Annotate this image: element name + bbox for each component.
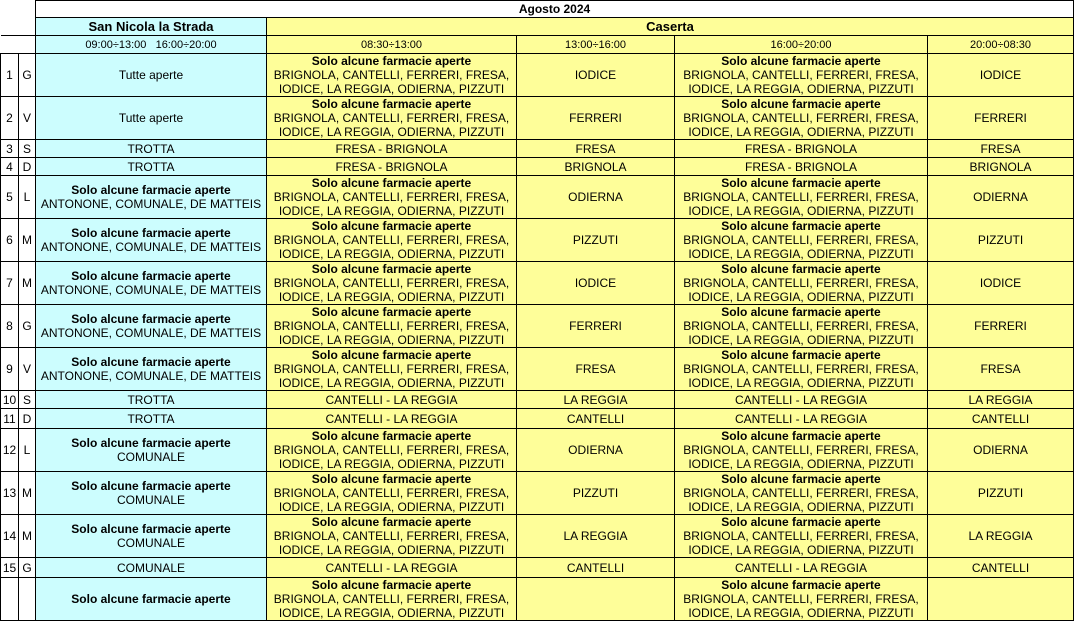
day-row <box>1 558 1074 578</box>
pharmacy-list-line: BRIGNOLA, CANTELLI, FERRERI, FRESA, <box>683 233 919 247</box>
solo-alcune-label: Solo alcune farmacie aperte <box>721 348 881 362</box>
caserta-shift-2: FRESA <box>517 140 675 158</box>
day-number: 11 <box>1 409 19 429</box>
caserta-shift-2: LA REGGIA <box>517 515 675 558</box>
caserta-shift-1 <box>267 515 517 558</box>
day-number: 2 <box>1 97 19 140</box>
solo-alcune-label: Solo alcune farmacie aperte <box>311 472 472 486</box>
caserta-shift-3 <box>675 348 928 391</box>
caserta-shift-1 <box>267 305 517 348</box>
pharmacy-list-line: BRIGNOLA, CANTELLI, FERRERI, FRESA, <box>273 319 510 333</box>
day-letter: S <box>19 391 36 409</box>
day-number: 1 <box>1 54 19 97</box>
caserta-shift-2: IODICE <box>517 54 675 97</box>
pharmacy-list-line: BRIGNOLA, CANTELLI, FERRERI, FRESA, <box>683 111 919 125</box>
caserta-shift-4: IODICE <box>928 262 1074 305</box>
pharmacy-list-line: IODICE, LA REGGIA, ODIERNA, PIZZUTI <box>278 204 505 218</box>
solo-alcune-label: Solo alcune farmacie aperte <box>721 176 881 190</box>
solo-alcune-label: Solo alcune farmacie aperte <box>721 219 881 233</box>
day-letter: M <box>19 472 36 515</box>
month-title: Agosto 2024 <box>36 1 1074 18</box>
day-number: 5 <box>1 176 19 219</box>
caserta-shift-2: FRESA <box>517 348 675 391</box>
day-number: 6 <box>1 219 19 262</box>
solo-alcune-label: Solo alcune farmacie aperte <box>721 97 881 111</box>
pharmacy-list-line: BRIGNOLA, CANTELLI, FERRERI, FRESA, <box>683 68 919 82</box>
pharmacy-list-line: BRIGNOLA, CANTELLI, FERRERI, FRESA, <box>683 190 919 204</box>
day-row <box>1 515 1074 558</box>
pharmacy-list-line: IODICE, LA REGGIA, ODIERNA, PIZZUTI <box>688 457 914 471</box>
solo-alcune-label: Solo alcune farmacie aperte <box>311 219 472 233</box>
pharmacy-list-line: IODICE, LA REGGIA, ODIERNA, PIZZUTI <box>688 333 914 347</box>
solo-alcune-label: Solo alcune farmacie aperte <box>71 355 231 369</box>
pharmacy-list-line: BRIGNOLA, CANTELLI, FERRERI, FRESA, <box>683 529 919 543</box>
pharmacy-list-line: BRIGNOLA, CANTELLI, FERRERI, FRESA, <box>273 233 510 247</box>
solo-alcune-label: Solo alcune farmacie aperte <box>311 176 472 190</box>
caserta-shift-3 <box>675 472 928 515</box>
caserta-shift-4: FRESA <box>928 348 1074 391</box>
solo-alcune-label: Solo alcune farmacie aperte <box>721 578 881 592</box>
caserta-shift-3: CANTELLI - LA REGGIA <box>675 558 928 578</box>
san-nicola-list: ANTONONE, COMUNALE, DE MATTEIS <box>40 369 262 383</box>
caserta-shift-4: BRIGNOLA <box>928 158 1074 176</box>
san-nicola-list: COMUNALE <box>116 450 185 464</box>
san-nicola-cell <box>36 558 267 578</box>
pharmacy-list-line: IODICE, LA REGGIA, ODIERNA, PIZZUTI <box>278 333 505 347</box>
solo-alcune-label: Solo alcune farmacie aperte <box>71 479 231 493</box>
day-row <box>1 158 1074 176</box>
area-caserta: Caserta <box>267 18 1074 36</box>
day-letter: D <box>19 158 36 176</box>
day-number <box>1 578 19 621</box>
san-nicola-cell <box>36 391 267 409</box>
day-row <box>1 409 1074 429</box>
day-row <box>1 219 1074 262</box>
day-row <box>1 54 1074 97</box>
solo-alcune-label: Solo alcune farmacie aperte <box>311 578 472 592</box>
area-header-row <box>1 18 1074 36</box>
pharmacy-list-line: IODICE, LA REGGIA, ODIERNA, PIZZUTI <box>688 606 914 620</box>
pharmacy-list-line: BRIGNOLA, CANTELLI, FERRERI, FRESA, <box>273 443 510 457</box>
caserta-shift-4: PIZZUTI <box>928 219 1074 262</box>
pharmacy-list-line: BRIGNOLA, CANTELLI, FERRERI, FRESA, <box>273 111 510 125</box>
day-row <box>1 429 1074 472</box>
day-letter: S <box>19 140 36 158</box>
caserta-shift-2: FERRERI <box>517 305 675 348</box>
day-row <box>1 176 1074 219</box>
caserta-shift-3 <box>675 429 928 472</box>
caserta-shift-3: FRESA - BRIGNOLA <box>675 140 928 158</box>
san-nicola-value: COMUNALE <box>116 560 185 575</box>
caserta-shift-3: CANTELLI - LA REGGIA <box>675 409 928 429</box>
san-nicola-list: ANTONONE, COMUNALE, DE MATTEIS <box>40 240 262 254</box>
pharmacy-list-line: BRIGNOLA, CANTELLI, FERRERI, FRESA, <box>273 68 510 82</box>
caserta-shift-3 <box>675 176 928 219</box>
caserta-shift-1: CANTELLI - LA REGGIA <box>267 409 517 429</box>
hours-caserta-4: 20:00÷08:30 <box>928 36 1074 54</box>
day-letter: M <box>19 262 36 305</box>
day-number: 8 <box>1 305 19 348</box>
caserta-shift-1 <box>267 176 517 219</box>
pharmacy-list-line: IODICE, LA REGGIA, ODIERNA, PIZZUTI <box>688 376 914 390</box>
day-letter: M <box>19 219 36 262</box>
san-nicola-list: ANTONONE, COMUNALE, DE MATTEIS <box>40 283 262 297</box>
day-letter <box>19 578 36 621</box>
day-row <box>1 140 1074 158</box>
caserta-shift-2 <box>517 578 675 621</box>
caserta-shift-4: CANTELLI <box>928 409 1074 429</box>
solo-alcune-label: Solo alcune farmacie aperte <box>71 592 231 606</box>
pharmacy-list-line: IODICE, LA REGGIA, ODIERNA, PIZZUTI <box>278 290 505 304</box>
san-nicola-cell <box>36 176 267 219</box>
day-letter: G <box>19 558 36 578</box>
solo-alcune-label: Solo alcune farmacie aperte <box>721 54 881 68</box>
caserta-shift-3 <box>675 54 928 97</box>
caserta-shift-2: PIZZUTI <box>517 219 675 262</box>
san-nicola-cell <box>36 515 267 558</box>
caserta-shift-1 <box>267 429 517 472</box>
pharmacy-list-line: BRIGNOLA, CANTELLI, FERRERI, FRESA, <box>683 362 919 376</box>
caserta-shift-1 <box>267 219 517 262</box>
san-nicola-cell <box>36 305 267 348</box>
caserta-shift-1 <box>267 578 517 621</box>
pharmacy-list-line: BRIGNOLA, CANTELLI, FERRERI, FRESA, <box>273 486 510 500</box>
caserta-shift-2: IODICE <box>517 262 675 305</box>
day-number: 7 <box>1 262 19 305</box>
san-nicola-list: ANTONONE, COMUNALE, DE MATTEIS <box>40 197 262 211</box>
pharmacy-list-line: BRIGNOLA, CANTELLI, FERRERI, FRESA, <box>683 319 919 333</box>
solo-alcune-label: Solo alcune farmacie aperte <box>311 305 472 319</box>
pharmacy-list-line: IODICE, LA REGGIA, ODIERNA, PIZZUTI <box>278 125 505 139</box>
day-letter: D <box>19 409 36 429</box>
san-nicola-list: ANTONONE, COMUNALE, DE MATTEIS <box>40 326 262 340</box>
day-number: 14 <box>1 515 19 558</box>
day-letter: G <box>19 305 36 348</box>
pharmacy-list-line: IODICE, LA REGGIA, ODIERNA, PIZZUTI <box>688 290 914 304</box>
solo-alcune-label: Solo alcune farmacie aperte <box>311 262 472 276</box>
solo-alcune-label: Solo alcune farmacie aperte <box>71 226 231 240</box>
san-nicola-value: TROTTA <box>127 141 175 156</box>
pharmacy-list-line: BRIGNOLA, CANTELLI, FERRERI, FRESA, <box>683 276 919 290</box>
pharmacy-list-line: IODICE, LA REGGIA, ODIERNA, PIZZUTI <box>688 247 914 261</box>
caserta-shift-4: FRESA <box>928 140 1074 158</box>
san-nicola-value: Tutte aperte <box>118 111 184 125</box>
caserta-shift-4: FERRERI <box>928 305 1074 348</box>
caserta-shift-1: CANTELLI - LA REGGIA <box>267 558 517 578</box>
pharmacy-list-line: BRIGNOLA, CANTELLI, FERRERI, FRESA, <box>273 190 510 204</box>
caserta-shift-2: LA REGGIA <box>517 391 675 409</box>
day-row <box>1 391 1074 409</box>
caserta-shift-1 <box>267 472 517 515</box>
san-nicola-value: TROTTA <box>127 159 175 174</box>
caserta-shift-3 <box>675 305 928 348</box>
caserta-shift-4: PIZZUTI <box>928 472 1074 515</box>
san-nicola-cell <box>36 578 267 621</box>
day-number: 15 <box>1 558 19 578</box>
caserta-shift-3: CANTELLI - LA REGGIA <box>675 391 928 409</box>
pharmacy-list-line: IODICE, LA REGGIA, ODIERNA, PIZZUTI <box>278 543 505 557</box>
caserta-shift-3 <box>675 97 928 140</box>
caserta-shift-2: FERRERI <box>517 97 675 140</box>
blank-cell <box>1 36 36 54</box>
solo-alcune-label: Solo alcune farmacie aperte <box>721 429 881 443</box>
san-nicola-value: Tutte aperte <box>118 68 184 82</box>
pharmacy-list-line: IODICE, LA REGGIA, ODIERNA, PIZZUTI <box>688 82 914 96</box>
caserta-shift-2: BRIGNOLA <box>517 158 675 176</box>
san-nicola-cell <box>36 54 267 97</box>
san-nicola-value: TROTTA <box>127 392 175 407</box>
pharmacy-list-line: IODICE, LA REGGIA, ODIERNA, PIZZUTI <box>688 500 914 514</box>
solo-alcune-label: Solo alcune farmacie aperte <box>721 515 881 529</box>
day-number: 4 <box>1 158 19 176</box>
caserta-shift-2: CANTELLI <box>517 409 675 429</box>
solo-alcune-label: Solo alcune farmacie aperte <box>71 269 231 283</box>
san-nicola-cell <box>36 262 267 305</box>
area-san-nicola: San Nicola la Strada <box>36 18 267 36</box>
solo-alcune-label: Solo alcune farmacie aperte <box>311 97 472 111</box>
day-number: 9 <box>1 348 19 391</box>
caserta-shift-4: IODICE <box>928 54 1074 97</box>
caserta-shift-1: FRESA - BRIGNOLA <box>267 140 517 158</box>
pharmacy-list-line: BRIGNOLA, CANTELLI, FERRERI, FRESA, <box>273 276 510 290</box>
san-nicola-list: COMUNALE <box>116 493 185 507</box>
day-number: 10 <box>1 391 19 409</box>
day-letter: L <box>19 429 36 472</box>
pharmacy-list-line: BRIGNOLA, CANTELLI, FERRERI, FRESA, <box>273 529 510 543</box>
day-letter: L <box>19 176 36 219</box>
day-row <box>1 348 1074 391</box>
caserta-shift-4: LA REGGIA <box>928 515 1074 558</box>
pharmacy-list-line: IODICE, LA REGGIA, ODIERNA, PIZZUTI <box>688 125 914 139</box>
pharmacy-list-line: IODICE, LA REGGIA, ODIERNA, PIZZUTI <box>278 376 505 390</box>
hours-caserta-2: 13:00÷16:00 <box>517 36 675 54</box>
solo-alcune-label: Solo alcune farmacie aperte <box>71 522 231 536</box>
caserta-shift-3 <box>675 515 928 558</box>
solo-alcune-label: Solo alcune farmacie aperte <box>721 262 881 276</box>
pharmacy-list-line: BRIGNOLA, CANTELLI, FERRERI, FRESA, <box>683 443 919 457</box>
pharmacy-list-line: IODICE, LA REGGIA, ODIERNA, PIZZUTI <box>688 204 914 218</box>
san-nicola-cell <box>36 140 267 158</box>
pharmacy-list-line: IODICE, LA REGGIA, ODIERNA, PIZZUTI <box>278 82 505 96</box>
day-number: 12 <box>1 429 19 472</box>
solo-alcune-label: Solo alcune farmacie aperte <box>71 436 231 450</box>
caserta-shift-1 <box>267 348 517 391</box>
day-row <box>1 262 1074 305</box>
san-nicola-cell <box>36 472 267 515</box>
caserta-shift-3 <box>675 219 928 262</box>
blank-cell <box>1 1 36 18</box>
caserta-shift-4: LA REGGIA <box>928 391 1074 409</box>
day-letter: V <box>19 97 36 140</box>
solo-alcune-label: Solo alcune farmacie aperte <box>311 515 472 529</box>
san-nicola-value: TROTTA <box>127 411 175 426</box>
day-letter: G <box>19 54 36 97</box>
pharmacy-list-line: IODICE, LA REGGIA, ODIERNA, PIZZUTI <box>688 543 914 557</box>
day-letter: V <box>19 348 36 391</box>
day-row <box>1 97 1074 140</box>
blank-cell <box>1 18 36 36</box>
san-nicola-cell <box>36 348 267 391</box>
caserta-shift-2: CANTELLI <box>517 558 675 578</box>
san-nicola-cell <box>36 97 267 140</box>
caserta-shift-1 <box>267 54 517 97</box>
day-row <box>1 472 1074 515</box>
hours-san-nicola: 09:00÷13:00 16:00÷20:00 <box>36 36 267 54</box>
solo-alcune-label: Solo alcune farmacie aperte <box>721 305 881 319</box>
pharmacy-list-line: BRIGNOLA, CANTELLI, FERRERI, FRESA, <box>683 592 919 606</box>
caserta-shift-1 <box>267 262 517 305</box>
pharmacy-list-line: IODICE, LA REGGIA, ODIERNA, PIZZUTI <box>278 606 505 620</box>
pharmacy-list-line: IODICE, LA REGGIA, ODIERNA, PIZZUTI <box>278 247 505 261</box>
caserta-shift-4: ODIERNA <box>928 176 1074 219</box>
caserta-shift-4: ODIERNA <box>928 429 1074 472</box>
san-nicola-cell <box>36 158 267 176</box>
day-row <box>1 578 1074 621</box>
pharmacy-list-line: BRIGNOLA, CANTELLI, FERRERI, FRESA, <box>683 486 919 500</box>
day-letter: M <box>19 515 36 558</box>
caserta-shift-3: FRESA - BRIGNOLA <box>675 158 928 176</box>
caserta-shift-2: PIZZUTI <box>517 472 675 515</box>
pharmacy-list-line: IODICE, LA REGGIA, ODIERNA, PIZZUTI <box>278 457 505 471</box>
caserta-shift-3 <box>675 578 928 621</box>
hours-caserta-3: 16:00÷20:00 <box>675 36 928 54</box>
caserta-shift-1: FRESA - BRIGNOLA <box>267 158 517 176</box>
title-row <box>1 1 1074 18</box>
solo-alcune-label: Solo alcune farmacie aperte <box>311 54 472 68</box>
pharmacy-list-line: IODICE, LA REGGIA, ODIERNA, PIZZUTI <box>278 500 505 514</box>
hours-header-row <box>1 36 1074 54</box>
san-nicola-cell <box>36 429 267 472</box>
day-row <box>1 305 1074 348</box>
caserta-shift-1 <box>267 97 517 140</box>
san-nicola-cell <box>36 409 267 429</box>
caserta-shift-4: CANTELLI <box>928 558 1074 578</box>
solo-alcune-label: Solo alcune farmacie aperte <box>721 472 881 486</box>
caserta-shift-4: FERRERI <box>928 97 1074 140</box>
solo-alcune-label: Solo alcune farmacie aperte <box>71 183 231 197</box>
day-number: 13 <box>1 472 19 515</box>
caserta-shift-4 <box>928 578 1074 621</box>
solo-alcune-label: Solo alcune farmacie aperte <box>311 348 472 362</box>
san-nicola-list: COMUNALE <box>116 536 185 550</box>
solo-alcune-label: Solo alcune farmacie aperte <box>71 312 231 326</box>
caserta-shift-2: ODIERNA <box>517 176 675 219</box>
san-nicola-cell <box>36 219 267 262</box>
caserta-shift-3 <box>675 262 928 305</box>
pharmacy-list-line: BRIGNOLA, CANTELLI, FERRERI, FRESA, <box>273 592 510 606</box>
caserta-shift-1: CANTELLI - LA REGGIA <box>267 391 517 409</box>
caserta-shift-2: ODIERNA <box>517 429 675 472</box>
pharmacy-list-line: BRIGNOLA, CANTELLI, FERRERI, FRESA, <box>273 362 510 376</box>
solo-alcune-label: Solo alcune farmacie aperte <box>311 429 472 443</box>
hours-caserta-1: 08:30÷13:00 <box>267 36 517 54</box>
day-number: 3 <box>1 140 19 158</box>
